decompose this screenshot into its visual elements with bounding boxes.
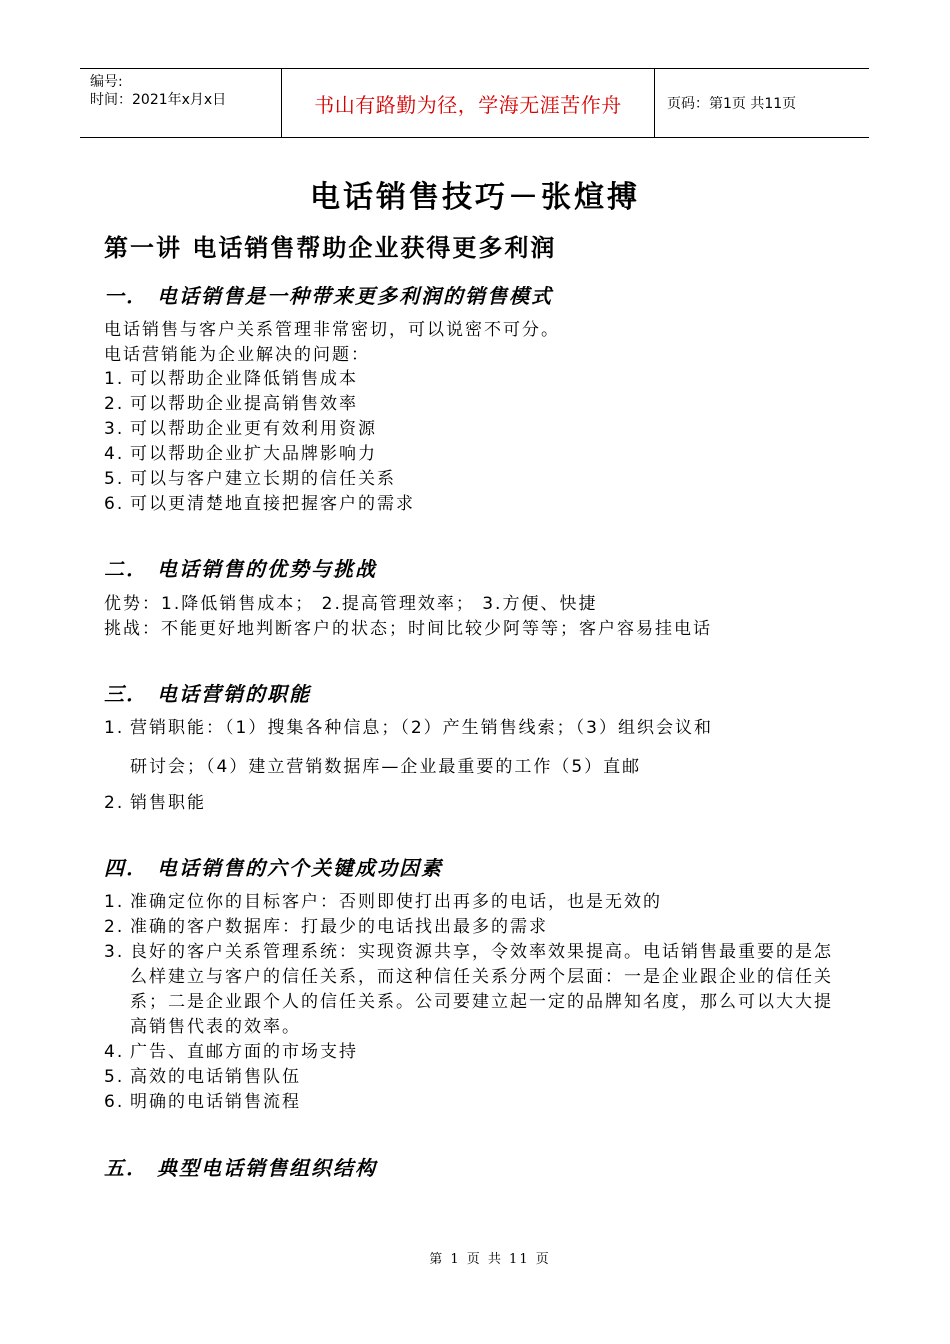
paragraph: 电话销售与客户关系管理非常密切，可以说密不可分。	[104, 320, 560, 340]
document-title: 电话销售技巧－张煊搏	[310, 180, 640, 215]
list-item	[104, 940, 849, 1040]
paragraph: 挑战：不能更好地判断客户的状态；时间比较少阿等等；客户容易挂电话	[104, 619, 712, 639]
section-heading-5: 五． 典型电话销售组织结构	[104, 1156, 377, 1180]
section-heading-3: 三． 电话营销的职能	[104, 682, 311, 706]
paragraph: 电话营销能为企业解决的问题：	[104, 345, 370, 365]
list-text: 销售职能	[130, 793, 206, 813]
page-footer: 第 1 页 共 11 页	[429, 1252, 551, 1267]
list-number: 2.	[104, 793, 125, 813]
list-text: 可以帮助企业扩大品牌影响力	[130, 444, 377, 464]
list-text: 营销职能：（1）搜集各种信息；（2）产生销售线索；（3）组织会议和	[130, 718, 713, 738]
list-text: 可以与客户建立长期的信任关系	[130, 469, 396, 489]
document-date: 时间：2021年x月x日	[90, 92, 227, 108]
lecture-heading: 第一讲 电话销售帮助企业获得更多利润	[104, 233, 557, 262]
list-item	[104, 467, 396, 491]
section-heading-2: 二． 电话销售的优势与挑战	[104, 557, 377, 581]
header-motto-cell	[282, 69, 655, 137]
list-number: 5.	[104, 469, 125, 489]
list-item	[104, 417, 377, 441]
section-heading-4: 四． 电话销售的六个关键成功因素	[104, 856, 443, 880]
list-number: 4.	[104, 1042, 125, 1062]
list-text: 可以帮助企业降低销售成本	[130, 369, 358, 389]
list-text: 明确的电话销售流程	[130, 1092, 301, 1112]
page-code: 页码：第1页 共11页	[667, 96, 797, 112]
list-text: 良好的客户关系管理系统：实现资源共享，令效率效果提高。电话销售最重要的是怎么样建立与客户的信任关系，而这种信任关系分两个层面：一是企业跟企业的信任关系；二是企业跟个人的信任关系。公司要建立起一定的品牌知名度，那么可以大大提高销售代表的效率。	[130, 942, 833, 1037]
section-heading-1: 一． 电话销售是一种带来更多利润的销售模式	[104, 284, 553, 308]
list-item	[104, 392, 358, 416]
list-text: 广告、直邮方面的市场支持	[130, 1042, 358, 1062]
list-text: 高效的电话销售队伍	[130, 1067, 301, 1087]
list-item	[104, 492, 415, 516]
list-item	[104, 1065, 301, 1089]
motto-text: 书山有路勤为径，学海无涯苦作舟	[314, 92, 622, 117]
list-item	[104, 915, 548, 939]
list-number: 1.	[104, 892, 125, 912]
list-item-continuation: 研讨会；（4）建立营销数据库—企业最重要的工作（5）直邮	[130, 757, 642, 777]
list-number: 4.	[104, 444, 125, 464]
list-number: 3.	[104, 419, 125, 439]
list-text: 可以帮助企业更有效利用资源	[130, 419, 377, 439]
list-text: 可以帮助企业提高销售效率	[130, 394, 358, 414]
list-text: 准确的客户数据库：打最少的电话找出最多的需求	[130, 917, 548, 937]
list-item	[104, 791, 206, 815]
list-item	[104, 442, 377, 466]
list-number: 1.	[104, 369, 125, 389]
list-text: 准确定位你的目标客户：否则即使打出再多的电话，也是无效的	[130, 892, 662, 912]
list-number: 1.	[104, 718, 125, 738]
list-number: 2.	[104, 917, 125, 937]
list-item	[104, 367, 358, 391]
list-text: 可以更清楚地直接把握客户的需求	[130, 494, 415, 514]
list-number: 3.	[104, 942, 125, 962]
list-item	[104, 890, 662, 914]
list-item	[104, 1090, 301, 1114]
list-number: 6.	[104, 494, 125, 514]
list-number: 2.	[104, 394, 125, 414]
paragraph: 优势：1.降低销售成本； 2.提高管理效率； 3.方便、快捷	[104, 594, 598, 614]
list-number: 5.	[104, 1067, 125, 1087]
list-item	[104, 716, 713, 740]
header-meta-cell	[80, 69, 282, 137]
document-number-label: 编号:	[90, 74, 123, 90]
header-page-cell	[655, 69, 869, 137]
list-item	[104, 1040, 358, 1064]
document-header	[80, 68, 869, 138]
list-number: 6.	[104, 1092, 125, 1112]
